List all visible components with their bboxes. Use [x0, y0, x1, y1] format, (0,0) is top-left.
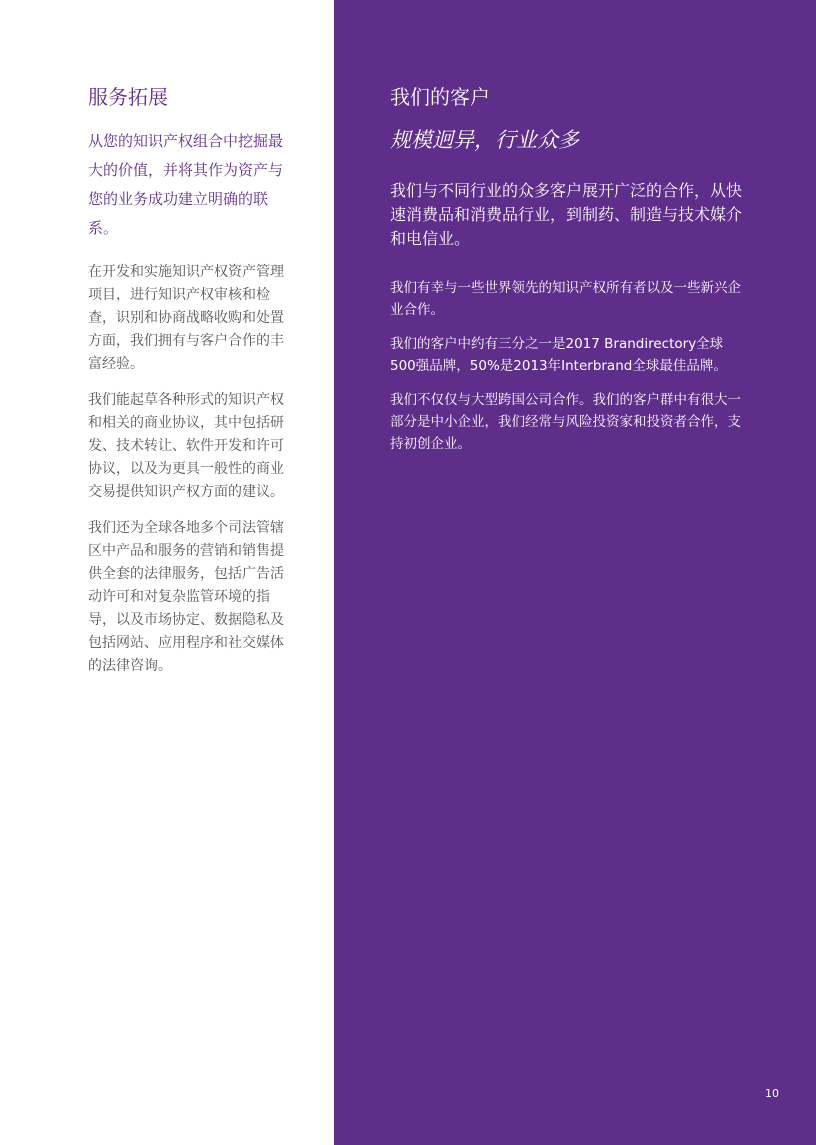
clients-subtitle: 规模迥异，行业众多 — [390, 128, 579, 152]
clients-lead: 我们与不同行业的众多客户展开广泛的合作，从快速消费品和消费品行业，到制药、制造与技术媒介和电信业。 — [390, 181, 743, 248]
services-lead: 从您的知识产权组合中挖掘最大的价值，并将其作为资产与您的业务成功建立明确的联系。 — [88, 132, 284, 237]
page-number: 10 — [765, 1087, 779, 1100]
left-column — [0, 0, 334, 1145]
clients-paragraph-3: 我们不仅仅与大型跨国公司合作。我们的客户群中有很大一部分是中小企业，我们经常与风险投资家和投资者合作，支持初创企业。 — [390, 392, 741, 452]
clients-paragraph-2: 我们的客户中约有三分之一是2017 Brandirectory全球500强品牌，50%是2013年Interbrand全球最佳品牌。 — [390, 336, 727, 374]
services-paragraph-2: 我们能起草各种形式的知识产权和相关的商业协议，其中包括研发、技术转让、软件开发和许可协议，以及为更具一般性的商业交易提供知识产权方面的建议。 — [88, 392, 284, 500]
services-heading: 服务拓展 — [88, 85, 168, 109]
right-column — [334, 0, 816, 1145]
clients-paragraph-1: 我们有幸与一些世界领先的知识产权所有者以及一些新兴企业合作。 — [390, 280, 741, 318]
clients-heading: 我们的客户 — [390, 85, 490, 109]
services-paragraph-1: 在开发和实施知识产权资产管理项目，进行知识产权审核和检查，识别和协商战略收购和处置方面，我们拥有与客户合作的丰富经验。 — [88, 264, 284, 372]
top-punctuation-mark: 。 — [336, 3, 346, 13]
clients-section — [390, 83, 746, 467]
services-section — [88, 83, 284, 691]
services-paragraph-3: 我们还为全球各地多个司法管辖区中产品和服务的营销和销售提供全套的法律服务，包括广告活动许可和对复杂监管环境的指导，以及市场协定、数据隐私及包括网站、应用程序和社交媒体的法律咨询。 — [88, 520, 284, 674]
